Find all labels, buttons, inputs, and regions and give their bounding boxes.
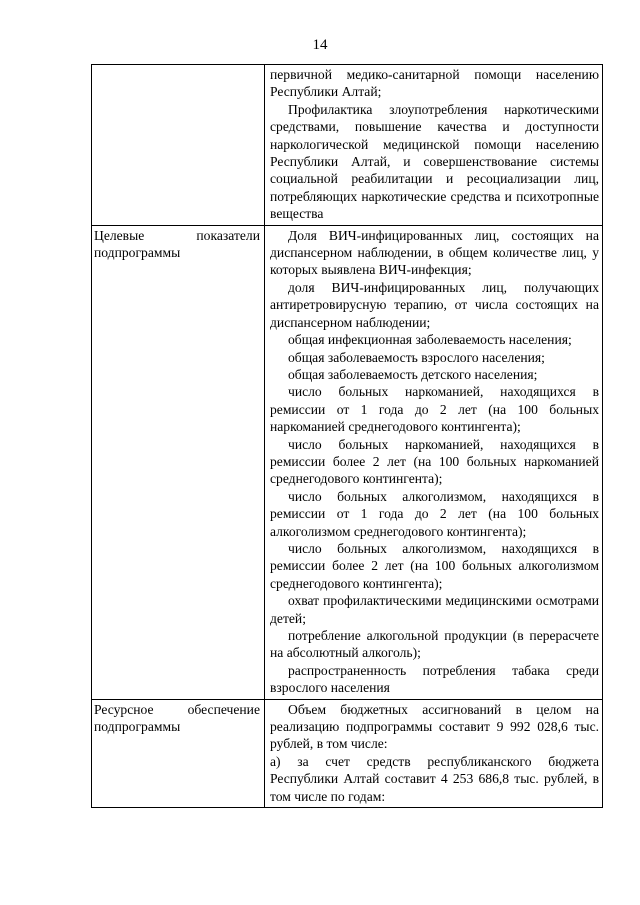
paragraph: потребление алкогольной продукции (в перерасчете на абсолютный алкоголь);: [270, 628, 599, 661]
page-number: 14: [312, 37, 328, 53]
paragraph: число больных алкоголизмом, находящихся в ремиссии более 2 лет (на 100 больных алкоголизмом среднегодового контингента);: [270, 540, 599, 591]
paragraph: а) за счет средств республиканского бюджета Республики Алтай составит 4 253 686,8 тыс. рублей, в том числе по годам:: [270, 753, 599, 804]
paragraph: общая заболеваемость детского населения;: [288, 366, 538, 382]
paragraph: первичной медико-санитарной помощи населению Республики Алтай;: [270, 67, 599, 100]
paragraph: число больных алкоголизмом, находящихся в ремиссии от 1 года до 2 лет (на 100 больных алкоголизмом среднегодового контингента);: [270, 488, 599, 539]
row-content: [265, 699, 603, 807]
paragraph: Доля ВИЧ-инфицированных лиц, состоящих на диспансерном наблюдении, в общем количестве лиц, у которых выявлена ВИЧ-инфекция;: [270, 227, 599, 278]
row-label: Целевые показатели подпрограммы: [92, 225, 265, 699]
paragraph: общая заболеваемость взрослого населения;: [288, 349, 545, 365]
table-row: [92, 65, 603, 226]
row-content: [265, 225, 603, 699]
passport-table: [91, 64, 603, 808]
paragraph: число больных наркоманией, находящихся в ремиссии от 1 года до 2 лет (на 100 больных наркоманией среднегодового контингента);: [270, 384, 599, 435]
row-label: Ресурсное обеспечение подпрограммы: [92, 699, 265, 807]
paragraph: Объем бюджетных ассигнований в целом на реализацию подпрограммы составит 9 992 028,6 тыс. рублей, в том числе:: [270, 701, 599, 752]
row-content: [265, 65, 603, 226]
paragraph: распространенность потребления табака среди взрослого населения: [270, 662, 599, 696]
table-row: [92, 699, 603, 807]
paragraph: охват профилактическими медицинскими осмотрами детей;: [270, 593, 599, 626]
paragraph: доля ВИЧ-инфицированных лиц, получающих антиретровирусную терапию, от числа состоящих на диспансерном наблюдении;: [270, 279, 599, 330]
table-row: [92, 225, 603, 699]
paragraph: Профилактика злоупотребления наркотическими средствами, повышение качества и доступности наркологической медицинской помощи населению Республики Алтай, и совершенствование системы социальной реабилитации и ресоциализации лиц, потребляющих наркотические средства и психотропные вещества: [270, 101, 599, 222]
row-label: [92, 65, 265, 226]
paragraph: общая инфекционная заболеваемость населения;: [288, 332, 572, 348]
paragraph: число больных наркоманией, находящихся в ремиссии более 2 лет (на 100 больных наркоманией среднегодового контингента);: [270, 436, 599, 487]
